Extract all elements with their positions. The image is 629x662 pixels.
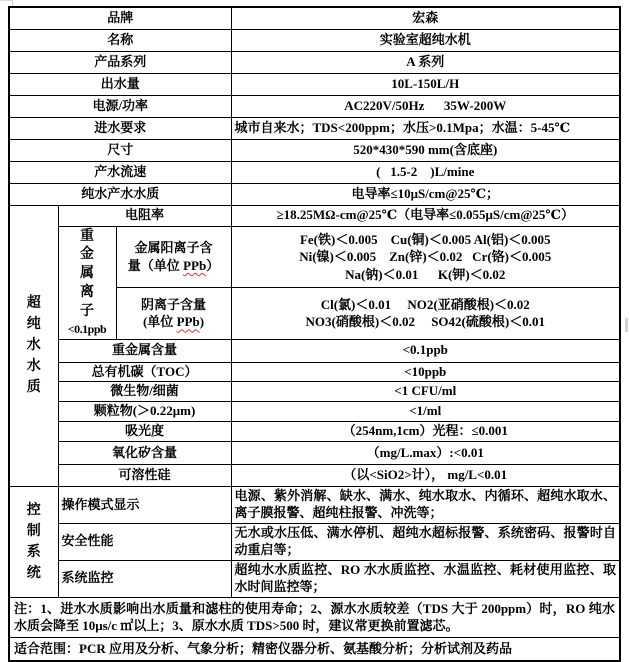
row-monitoring <box>9 560 620 597</box>
row-operation-mode <box>9 487 620 524</box>
size-label: 尺寸 <box>9 139 231 161</box>
cation-label-line2: 量（单位 PPb） <box>127 257 220 273</box>
microbe-label: 微生物/细菌 <box>58 382 231 402</box>
control-group-cell <box>9 487 58 597</box>
row-toc <box>9 362 620 382</box>
microbe-value: <1 CFU/ml <box>231 382 620 402</box>
inlet-value: 城市自来水；TDS<200ppm；水压>0.1Mpa；水温：5-45℃ <box>231 117 620 139</box>
row-heavy-metal-total <box>9 339 620 362</box>
row-soluble-silicon <box>9 465 620 487</box>
power-value: AC220V/50Hz 35W-200W <box>231 95 620 117</box>
row-silica-oxide <box>9 442 620 465</box>
cation-values: Fe(铁)＜0.005 Cu(铜)＜0.005 Al(铝)＜0.005 Ni(镍)＜0.005 Zn(锌)＜0.02 Cr(铬)＜0.005 Na(钠)＜0.01 K(钾)＜0.02 <box>231 226 620 288</box>
inlet-label: 进水要求 <box>9 117 231 139</box>
cation-label-line1: 金属阳离子含 <box>134 240 213 256</box>
row-absorbance <box>9 422 620 442</box>
row-particle <box>9 402 620 422</box>
output-label: 出水量 <box>9 73 231 95</box>
row-safety <box>9 524 620 561</box>
safety-value: 无水或水压低、满水停机、超纯水超标报警、系统密码、报警时自动重启等； <box>231 524 620 561</box>
cation-label-cell <box>116 226 231 288</box>
absorbance-label: 吸光度 <box>58 422 231 442</box>
soluble-silicon-label: 可溶性硅 <box>58 465 231 487</box>
operation-mode-label: 操作模式显示 <box>58 487 231 524</box>
row-scope <box>9 637 620 661</box>
toc-label: 总有机碳（TOC） <box>58 362 231 382</box>
row-purewater-quality <box>9 183 620 205</box>
series-value: A 系列 <box>231 51 620 73</box>
ultrapure-group-cell <box>9 205 58 487</box>
row-flow <box>9 161 620 183</box>
row-power <box>9 95 620 117</box>
monitoring-value: 超纯水水质监控、RO 水水质监控、水温监控、耗材使用监控、取水时间监控等； <box>231 560 620 597</box>
heavy-metal-total-label: 重金属含量 <box>58 339 231 362</box>
anion-values: Cl(氯)＜0.01 NO2(亚硝酸根)＜0.02 NO3(硝酸根)＜0.02 SO42(硫酸根)＜0.01 <box>231 288 620 339</box>
scope-text: 适合范围：PCR 应用及分析、气象分析；精密仪器分析、氨基酸分析；分析试剂及药品 <box>9 637 620 661</box>
absorbance-value: （254nm,1cm）光程：≤0.001 <box>231 422 620 442</box>
spec-table <box>8 6 621 662</box>
heavy-metal-ion-group-cell <box>58 226 116 339</box>
row-output <box>9 73 620 95</box>
particle-label: 颗粒物(＞0.22μm) <box>58 402 231 422</box>
anion-label-line1: 阴离子含量 <box>140 296 206 312</box>
toc-value: <10ppb <box>231 362 620 382</box>
product-name-label: 名称 <box>9 29 231 51</box>
flow-value: ( 1.5-2 )L/mine <box>231 161 620 183</box>
anion-label-line2: (单位 PPb) <box>142 314 205 330</box>
flow-label: 产水流速 <box>9 161 231 183</box>
ultrapure-group-label: 超纯水水质 <box>26 296 41 396</box>
resistivity-value: ≥18.25MΩ-cm@25℃（电导率≤0.055μS/cm@25℃） <box>231 205 620 226</box>
power-label: 电源/功率 <box>9 95 231 117</box>
heavy-metal-ion-label: 重金属离子 <box>80 228 94 320</box>
heavy-metal-total-value: <0.1ppb <box>231 339 620 362</box>
size-value: 520*430*590 mm(含底座) <box>231 139 620 161</box>
series-label: 产品系列 <box>9 51 231 73</box>
right-edge-artifact <box>625 318 628 332</box>
row-resistivity <box>9 205 620 226</box>
resistivity-label: 电阻率 <box>58 205 231 226</box>
safety-label: 安全性能 <box>58 524 231 561</box>
row-microbe <box>9 382 620 402</box>
cation-ppb-unit: PPb <box>183 257 207 273</box>
row-brand <box>9 7 620 29</box>
purewater-quality-value: 电导率≤10μS/cm@25℃； <box>231 183 620 205</box>
brand-label: 品牌 <box>9 7 231 29</box>
row-size <box>9 139 620 161</box>
monitoring-label: 系统监控 <box>58 560 231 597</box>
brand-value: 宏森 <box>231 7 620 29</box>
purewater-quality-label: 纯水产水水质 <box>9 183 231 205</box>
product-name-value: 实验室超纯水机 <box>231 29 620 51</box>
row-cation <box>9 226 620 288</box>
silica-oxide-label: 氧化矽含量 <box>58 442 231 465</box>
row-note <box>9 597 620 637</box>
operation-mode-value: 电源、紫外消解、缺水、满水、纯水取水、内循环、超纯水取水、离子膜报警、超纯柱报警、冲洗等； <box>231 487 620 524</box>
control-group-label: 控制系统 <box>26 502 41 581</box>
anion-label-cell <box>116 288 231 339</box>
row-series <box>9 51 620 73</box>
row-inlet <box>9 117 620 139</box>
note-text: 注：1、进水水质影响出水质量和滤柱的使用寿命；2、源水水质较差（TDS 大于 200ppm）时，RO 纯水水质会降至 10μs/c ㎡以上；3、原水水质 TDS>500 时，建议常更换前置滤芯。 <box>9 597 620 637</box>
particle-value: <1/ml <box>231 402 620 422</box>
silica-oxide-value: （mg/L.max）:<0.01 <box>231 442 620 465</box>
row-name <box>9 29 620 51</box>
anion-ppb-unit: PPb <box>176 314 200 330</box>
heavy-metal-ion-sublabel: <0.1ppb <box>67 321 107 336</box>
output-value: 10L-150L/H <box>231 73 620 95</box>
soluble-silicon-value: （以<SiO2>计）， mg/L<0.01 <box>231 465 620 487</box>
